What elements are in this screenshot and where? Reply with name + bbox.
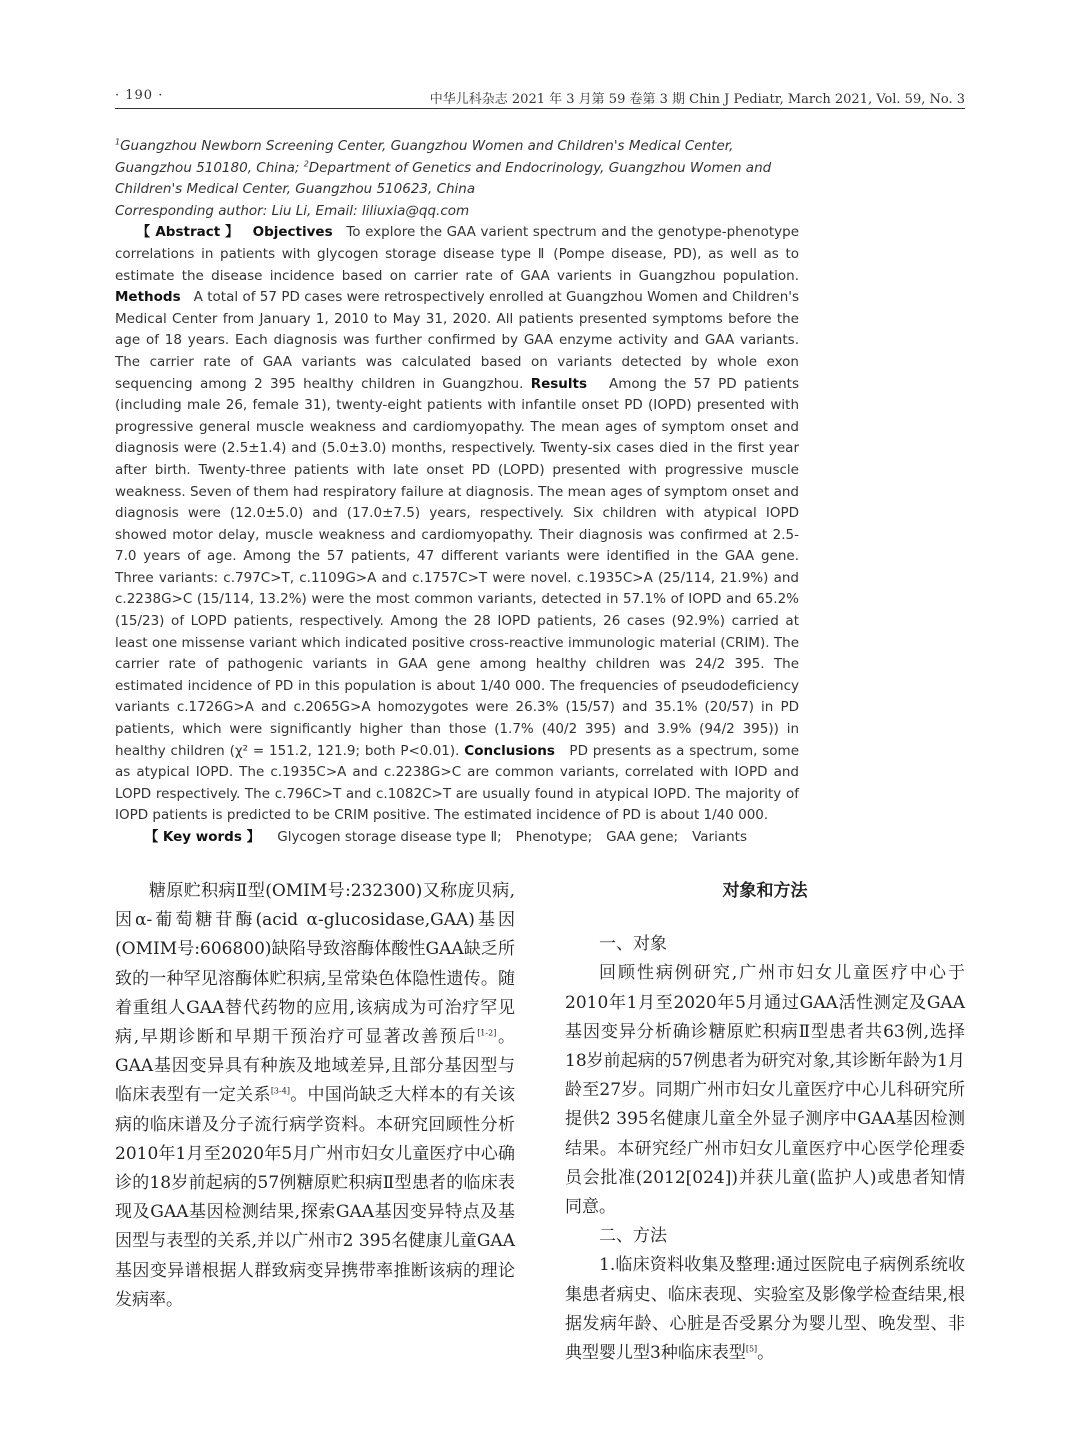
affiliation-2: Department of Genetics and Endocrinology, Guangzhou Women and Children's Medical Center, Guangzhou 510623, China (115, 159, 772, 198)
page-number: · 190 · (115, 88, 164, 103)
methods-label: Methods (115, 289, 181, 306)
methods-paragraph (565, 1251, 965, 1368)
keywords-label: 【 Key words 】 (144, 829, 261, 845)
body-column-right (565, 877, 965, 1368)
intro-text-3: 。中国尚缺乏大样本的有关该病的临床谱及分子流行病学资料。本研究回顾性分析2010年1月至2020年5月广州市妇女儿童医疗中心确诊的18岁前起病的57例糖原贮积病Ⅱ型患者的临床表现及GAA基因检测结果,探索GAA基因变异特点及基因型与表型的关系,并以广州市2 395名健康儿童GAA基因变异谱根据人群致病变异携带率推断该病的理论发病率。 (115, 1085, 515, 1310)
intro-text-1: 糖原贮积病Ⅱ型(OMIM号:232300)又称庞贝病,因α-葡萄糖苷酶(acid α-glucosidase,GAA)基因(OMIM号:606800)缺陷导致溶酶体酸性GAA缺乏所致的一种罕见溶酶体贮积病,呈常染色体隐性遗传。随着重组人GAA替代药物的应用,该病成为可治疗罕见病,早期诊断和早期干预治疗可显著改善预后 (115, 881, 515, 1048)
methods-text: 1.临床资料收集及整理:通过医院电子病例系统收集患者病史、临床表现、实验室及影像学检查结果,根据发病年龄、心脏是否受累分为婴儿型、晚发型、非典型婴儿型3种临床表型 (565, 1255, 965, 1364)
affiliations (115, 136, 799, 201)
affiliation-1: Guangzhou Newborn Screening Center, Guangzhou Women and Children's Medical Center, Guangzhou 510180, China; (115, 138, 734, 176)
corresponding-author: Corresponding author: Liu Li, Email: liliuxia@qq.com (115, 202, 470, 219)
results-text: Among the 57 PD patients (including male 26, female 31), twenty-eight patients with infantile onset PD (IOPD) presented with progressive general muscle weakness and cardiomyopathy. The mean ages of symptom onset and diagnosis were (2.5±1.4) and (5.0±3.0) months, respectively. Twenty-six cases died in the first year after birth. Twenty-three patients with late onset PD (LOPD) presented with progressive muscle weakness. Seven of them had respiratory failure at diagnosis. The mean ages of symptom onset and diagnosis were (12.0±5.0) and (17.0±7.5) years, respectively. Six children with atypical IOPD showed motor delay, muscle weakness and cardiomyopathy. Their diagnosis was confirmed at 2.5-7.0 years of age. Among the 57 patients, 47 different variants were identified in the GAA gene. Three variants: c.797C>T, c.1109G>A and c.1757C>T were novel. c.1935C>A (25/114, 21.9%) and c.2238G>C (15/114, 13.2%) were the most common variants, detected in 57.1% of IOPD and 65.2% (15/23) of LOPD patients, respectively. Among the 28 IOPD patients, 26 cases (92.9%) carried at least one missense variant which indicated positive cross-reactive immunologic material (CRIM). The carrier rate of pathogenic variants in GAA gene among healthy children was 24/2 395. The estimated incidence of PD in this population is about 1/40 000. The frequencies of pseudodeficiency variants c.1726G>A and c.2065G>A homozygotes were 26.3% (15/57) and 35.1% (20/57) in PD patients, which were significantly higher than those (1.7% (40/2 395) and 3.9% (94/2 395)) in healthy children (χ² = 151.2, 121.9; both P<0.01). (115, 375, 800, 759)
subsection-subjects: 一、对象 (599, 934, 667, 955)
abstract-text (115, 222, 799, 827)
conclusions-text: PD presents as a spectrum, some as atypical IOPD. The c.1935C>A and c.2238G>C are common variants, correlated with IOPD and LOPD respectively. The c.796C>T and c.1082C>T are usually found in atypical IOPD. The majority of IOPD patients is predicted to be CRIM positive. The estimated incidence of PD is about 1/40 000. (115, 742, 799, 824)
objectives-label: Objectives (252, 224, 333, 241)
methods-text: A total of 57 PD cases were retrospectively enrolled at Guangzhou Women and Children's Medical Center from January 1, 2010 to May 31, 2020. All patients presented symptoms before the age of 18 years. Each diagnosis was further confirmed by GAA enzyme activity and GAA variants. The carrier rate of GAA variants was calculated based on variants detected by whole exon sequencing among 2 395 healthy children in Guangzhou. (115, 289, 800, 392)
citation-1-2: [1-2] (477, 1028, 497, 1038)
objectives-text: To explore the GAA varient spectrum and the genotype-phenotype correlations in patients with glycogen storage disease type Ⅱ (Pompe disease, PD), as well as to estimate the disease incidence based on carrier rate of GAA varients in Guangzhou population. (115, 224, 799, 284)
results-label: Results (530, 375, 588, 392)
keywords (115, 827, 799, 849)
running-header (115, 86, 965, 109)
affiliation-mark-2: 2 (303, 159, 309, 169)
citation-3-4: [3-4] (270, 1086, 290, 1096)
keyword-item: Phenotype; (515, 829, 593, 845)
english-abstract-block (115, 136, 799, 849)
section-title: 对象和方法 (722, 881, 808, 901)
citation-5: [5] (745, 1344, 758, 1354)
subjects-paragraph: 回顾性病例研究,广州市妇女儿童医疗中心于2010年1月至2020年5月通过GAA活性测定及GAA基因变异分析确诊糖原贮积病Ⅱ型患者共63例,选择18岁前起病的57例患者为研究对象,其诊断年龄为1月龄至27岁。同期广州市妇女儿童医疗中心儿科研究所提供2 395名健康儿童全外显子测序中GAA基因检测结果。本研究经广州市妇女儿童医疗中心医学伦理委员会批准(2012[024])并获儿童(监护人)或患者知情同意。 (565, 963, 965, 1218)
keyword-item: GAA gene; (606, 829, 679, 845)
subsection-methods: 二、方法 (599, 1226, 667, 1247)
intro-text-2: 。GAA基因变异具有种族及地域差异,且部分基因型与临床表型有一定关系 (115, 1027, 516, 1106)
keyword-item: Variants (692, 829, 747, 845)
methods-text-end: 。 (757, 1343, 775, 1364)
keyword-item: Glycogen storage disease type Ⅱ; (277, 829, 502, 845)
abstract-label: 【 Abstract 】 (136, 224, 239, 241)
affiliation-mark-1: 1 (115, 137, 121, 147)
introduction-paragraph (115, 877, 515, 1315)
conclusions-label: Conclusions (464, 742, 555, 759)
journal-citation: 中华儿科杂志 2021 年 3 月第 59 卷第 3 期 Chin J Pediatr, March 2021, Vol. 59, No. 3 (429, 92, 965, 107)
body-column-left (115, 877, 515, 1315)
